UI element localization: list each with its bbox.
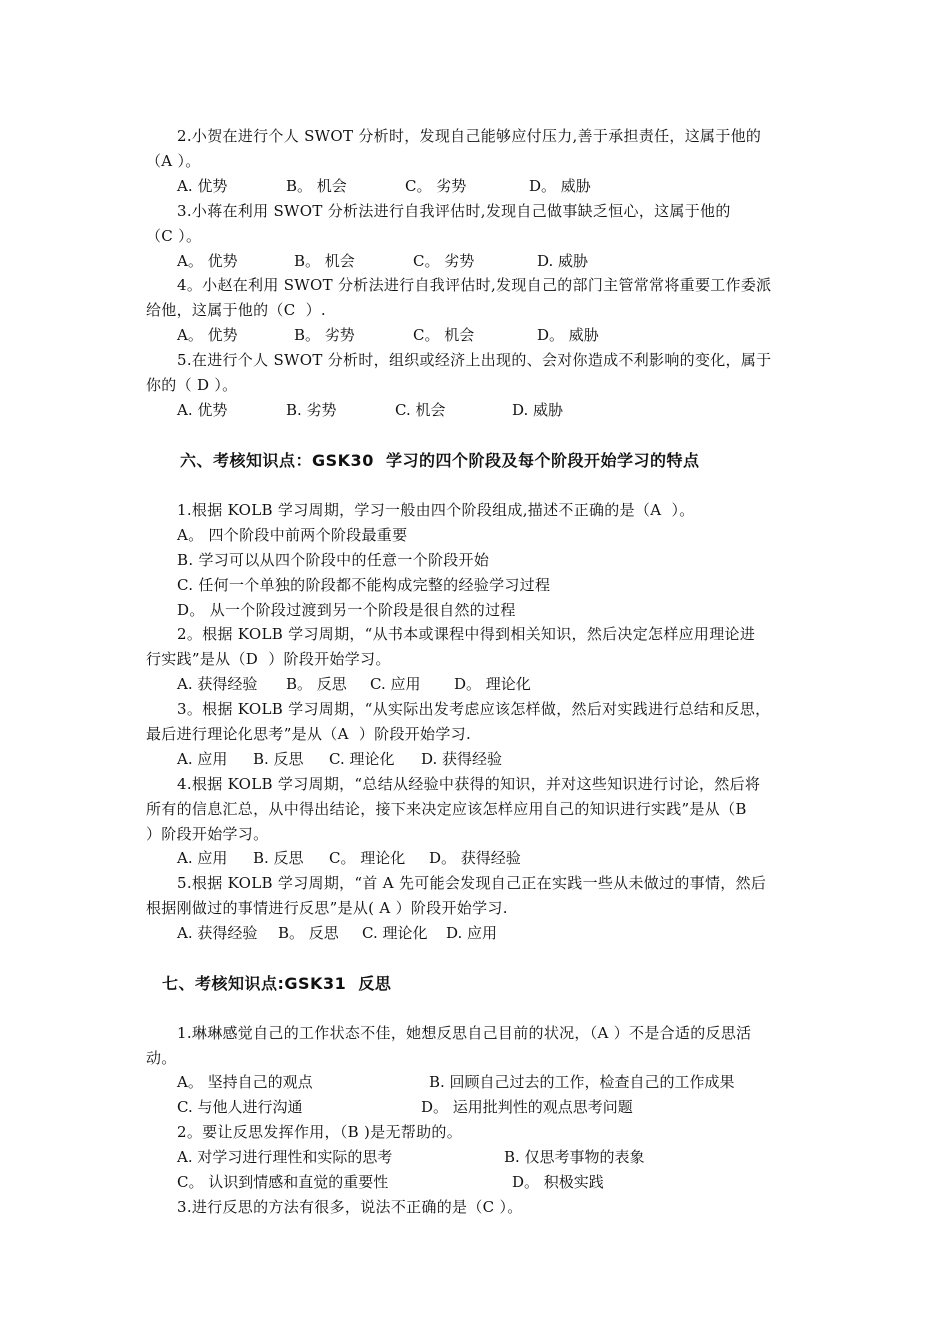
question-text: 2。要让反思发挥作用，（B )是无帮助的。 [177, 1123, 462, 1141]
option-c: C。 劣势 [413, 252, 475, 270]
option-c: C. 理论化 [329, 750, 395, 768]
option-b: B. 学习可以从四个阶段中的任意一个阶段开始 [177, 551, 490, 569]
option-c: C。 认识到情感和直觉的重要性 [177, 1173, 389, 1191]
option-d: D. 威胁 [537, 252, 589, 270]
option-a: A. 优势 [177, 401, 228, 419]
answer-options [177, 674, 814, 694]
option-a: A。 优势 [177, 252, 238, 270]
option-b: B. 反思 [253, 750, 304, 768]
question-text: 最后进行理论化思考”是从（A ）阶段开始学习. [146, 725, 472, 743]
option-a: A。 优势 [177, 326, 238, 344]
question-text: 1.根据 KOLB 学习周期，学习一般由四个阶段组成,描述不正确的是（A ）。 [177, 501, 695, 519]
answer-options [177, 176, 814, 196]
question-text: 动。 [146, 1049, 177, 1067]
option-d: D。 威胁 [537, 326, 599, 344]
question-text: 2。根据 KOLB 学习周期，“从书本或课程中得到相关知识，然后决定怎样应用理论进 [177, 625, 756, 643]
option-c: C. 机会 [395, 401, 446, 419]
answer-options [177, 251, 814, 271]
option-b: B. 反思 [253, 849, 304, 867]
question-text: 你的（ D ）。 [146, 376, 238, 394]
option-b: B. 仅思考事物的表象 [504, 1148, 645, 1166]
question-text: 3.小蒋在利用 SWOT 分析法进行自我评估时,发现自己做事缺乏恒心，这属于他的 [177, 202, 731, 220]
answer-options [177, 1147, 814, 1167]
answer-options [177, 1097, 814, 1117]
question-text: 所有的信息汇总，从中得出结论，接下来决定应该怎样应用自己的知识进行实践”是从（B [146, 800, 747, 818]
option-c: C。 劣势 [405, 177, 467, 195]
option-d: D. 威胁 [512, 401, 564, 419]
option-b: B。 劣势 [294, 326, 355, 344]
option-a: A. 对学习进行理性和实际的思考 [177, 1148, 393, 1166]
answer-options [177, 1072, 814, 1092]
answer-options [177, 749, 814, 769]
question-text: （A ）。 [146, 152, 201, 170]
answer-options [177, 325, 814, 345]
option-d: D。 获得经验 [429, 849, 521, 867]
option-a: A. 应用 [177, 849, 228, 867]
option-c: C. 与他人进行沟通 [177, 1098, 303, 1116]
option-b: B。 反思 [278, 924, 339, 942]
option-b: B. 回顾自己过去的工作，检查自己的工作成果 [429, 1073, 735, 1091]
option-c: C。 理论化 [329, 849, 406, 867]
option-a: A。 四个阶段中前两个阶段最重要 [177, 526, 408, 544]
section-heading: 六、考核知识点：GSK30 学习的四个阶段及每个阶段开始学习的特点 [180, 451, 700, 470]
section-heading: 七、考核知识点:GSK31 反思 [162, 974, 392, 993]
option-a: A. 获得经验 [177, 675, 258, 693]
answer-options [177, 400, 814, 420]
answer-options [177, 848, 814, 868]
option-b: B. 劣势 [286, 401, 337, 419]
answer-options [177, 923, 814, 943]
question-text: 5.在进行个人 SWOT 分析时，组织或经济上出现的、会对你造成不利影响的变化，属于 [177, 351, 772, 369]
option-c: C. 应用 [370, 675, 421, 693]
question-text: 4.根据 KOLB 学习周期，“总结从经验中获得的知识，并对这些知识进行讨论，然后将 [177, 775, 761, 793]
question-text: 1.琳琳感觉自己的工作状态不佳，她想反思自己目前的状况，（A ）不是合适的反思活 [177, 1024, 752, 1042]
option-a: A。 坚持自己的观点 [177, 1073, 313, 1091]
question-text: ）阶段开始学习。 [146, 825, 269, 843]
question-text: （C ）。 [146, 227, 202, 245]
option-d: D。 积极实践 [512, 1173, 604, 1191]
option-c: C. 任何一个单独的阶段都不能构成完整的经验学习过程 [177, 576, 551, 594]
question-text: 根据刚做过的事情进行反思”是从( A ）阶段开始学习. [146, 899, 508, 917]
option-d: D。 威胁 [529, 177, 591, 195]
option-d: D. 获得经验 [421, 750, 503, 768]
question-text: 2.小贺在进行个人 SWOT 分析时，发现自己能够应付压力,善于承担责任，这属于他的 [177, 127, 762, 145]
option-b: B。 反思 [286, 675, 347, 693]
option-b: B。 机会 [286, 177, 347, 195]
option-d: D。 从一个阶段过渡到另一个阶段是很自然的过程 [177, 601, 516, 619]
option-d: D. 应用 [446, 924, 498, 942]
option-d: D。 运用批判性的观点思考问题 [421, 1098, 633, 1116]
option-c: C。 机会 [413, 326, 475, 344]
question-text: 3。根据 KOLB 学习周期，“从实际出发考虑应该怎样做，然后对实践进行总结和反思， [177, 700, 771, 718]
answer-options [177, 1172, 814, 1192]
option-a: A. 应用 [177, 750, 228, 768]
option-d: D。 理论化 [454, 675, 531, 693]
question-text: 4。小赵在利用 SWOT 分析法进行自我评估时,发现自己的部门主管常常将重要工作委派 [177, 276, 772, 294]
option-b: B。 机会 [294, 252, 355, 270]
question-text: 3.进行反思的方法有很多，说法不正确的是（C ）。 [177, 1198, 523, 1216]
question-text: 给他，这属于他的（C ）. [146, 301, 326, 319]
question-text: 行实践”是从（D ）阶段开始学习。 [146, 650, 391, 668]
option-a: A. 优势 [177, 177, 228, 195]
option-a: A. 获得经验 [177, 924, 258, 942]
option-c: C. 理论化 [362, 924, 428, 942]
question-text: 5.根据 KOLB 学习周期，“首 A 先可能会发现自己正在实践一些从未做过的事情，然后 [177, 874, 767, 892]
